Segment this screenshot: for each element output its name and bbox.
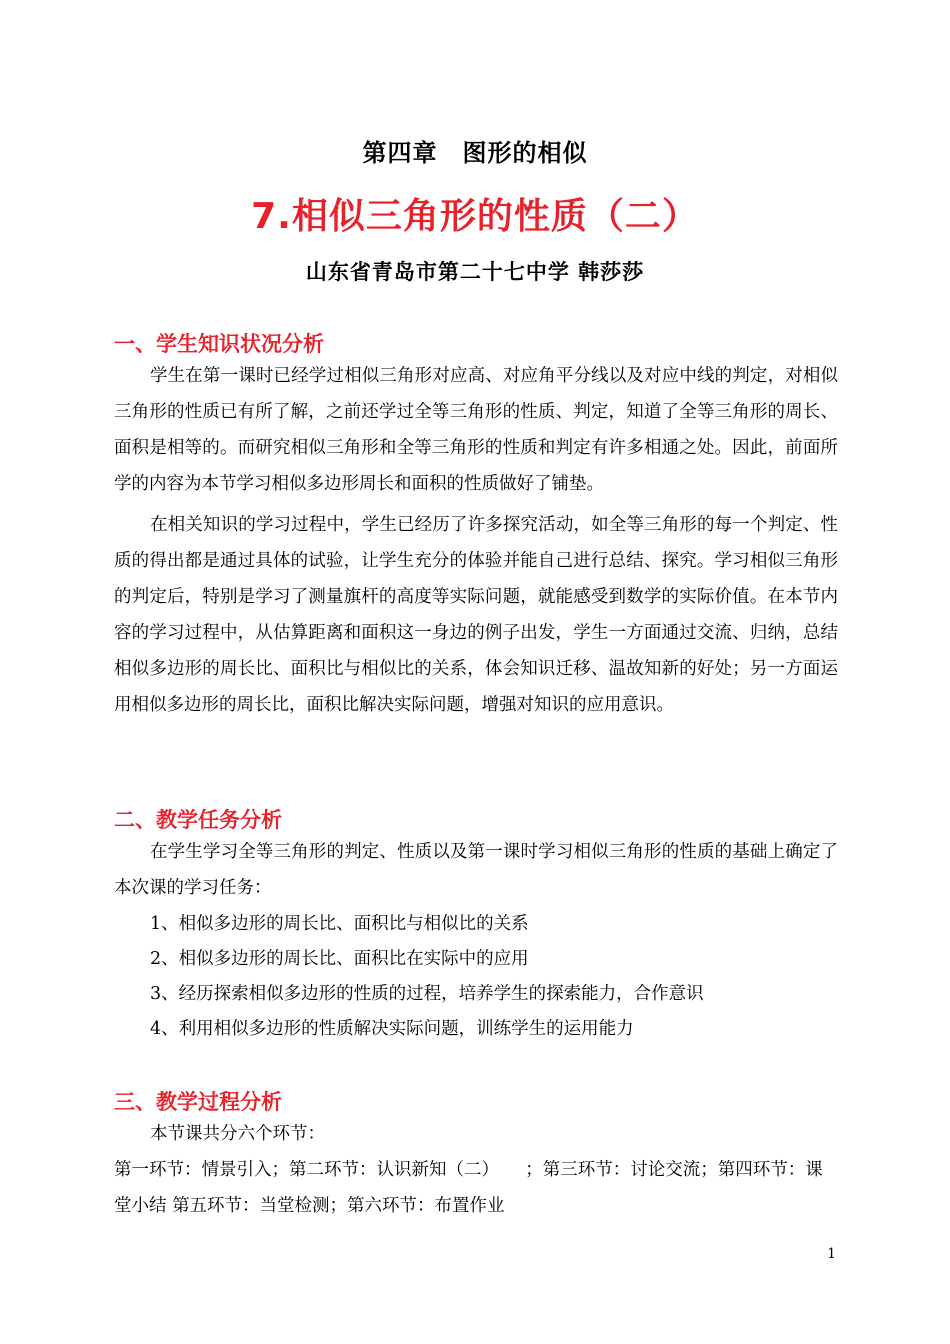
section-heading-1: 一、学生知识状况分析 [114,332,324,356]
paragraph-1: 学生在第一课时已经学过相似三角形对应高、对应角平分线以及对应中线的判定，对相似三角形的性质已有所了解，之前还学过全等三角形的性质、判定，知道了全等三角形的周长、面积是相等的。而研究相似三角形和全等三角形的性质和判定有许多相通之处。因此，前面所学的内容为本节学习相似多边形周长和面积的性质做好了铺垫。 [114,366,838,494]
section-heading-3: 三、教学过程分析 [114,1090,282,1114]
lesson-title: 7.相似三角形的性质（二） [251,196,699,237]
chapter-title: 第四章 图形的相似 [362,139,588,167]
list-item: 4、利用相似多边形的性质解决实际问题，训练学生的运用能力 [150,1019,634,1039]
page-number: 1 [827,1246,836,1262]
process-line-1: 第一环节：情景引入；第二环节：认识新知（二） ；第三环节：讨论交流；第四环节：课 [114,1160,823,1180]
paragraph-3: 在学生学习全等三角形的判定、性质以及第一课时学习相似三角形的性质的基础上确定了本次课的学习任务： [114,842,838,898]
paragraph-2: 在相关知识的学习过程中，学生已经历了许多探究活动，如全等三角形的每一个判定、性质的得出都是通过具体的试验，让学生充分的体验并能自己进行总结、探究。学习相似三角形的判定后，特别是学习了测量旗杆的高度等实际问题，就能感受到数学的实际价值。在本节内容的学习过程中，从估算距离和面积这一身边的例子出发，学生一方面通过交流、归纳，总结相似多边形的周长比、面积比与相似比的关系，体会知识迁移、温故知新的好处；另一方面运用相似多边形的周长比，面积比解决实际问题，增强对知识的应用意识。 [114,515,838,715]
process-line-2: 堂小结 第五环节：当堂检测；第六环节：布置作业 [114,1196,505,1216]
list-item: 1、相似多边形的周长比、面积比与相似比的关系 [150,914,529,934]
list-item: 2、相似多边形的周长比、面积比在实际中的应用 [150,949,529,969]
list-item: 3、经历探索相似多边形的性质的过程，培养学生的探索能力，合作意识 [150,984,704,1004]
process-intro: 本节课共分六个环节： [150,1124,325,1144]
section-heading-2: 二、教学任务分析 [114,808,282,832]
author-line: 山东省青岛市第二十七中学 韩莎莎 [305,260,645,284]
